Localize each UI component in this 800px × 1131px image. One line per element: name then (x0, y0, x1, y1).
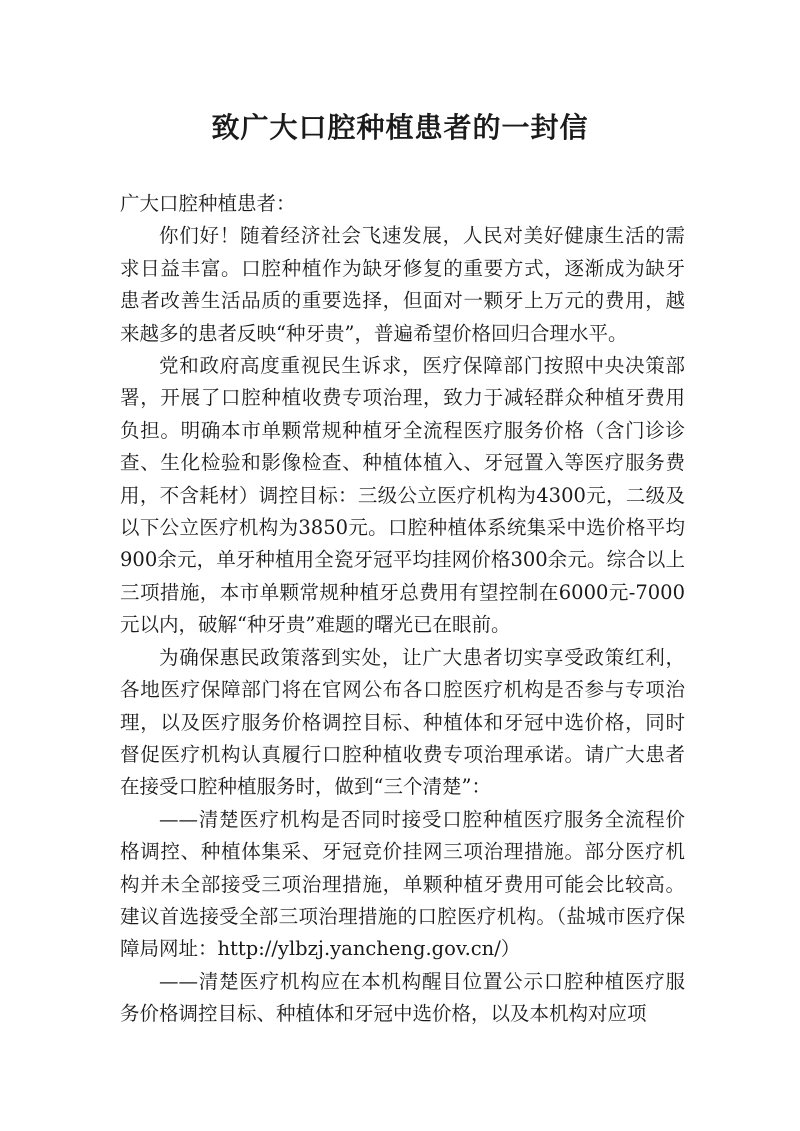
paragraph-greeting: 你们好！随着经济社会飞速发展，人民对美好健康生活的需求日益丰富。口腔种植作为缺牙修复的重要方式，逐渐成为缺牙患者改善生活品质的重要选择，但面对一颗牙上万元的费用，越来越多的患者反映“种牙贵”，普遍希望价格回归合理水平。 (120, 224, 685, 345)
salutation: 广大口腔种植患者： (120, 192, 296, 215)
paragraph-policy: 党和政府高度重视民生诉求，医疗保障部门按照中央决策部署，开展了口腔种植收费专项治理，致力于减轻群众种植牙费用负担。明确本市单颗常规种植牙全流程医疗服务价格（含门诊诊查、生化检验和影像检查、种植体植入、牙冠置入等医疗服务费用，不含耗材）调控目标：三级公立医疗机构为4300元，二级及以下公立医疗机构为3850元。口腔种植体系统集采中选价格平均900余元，单牙种植用全瓷牙冠平均挂网价格300余元。综合以上三项措施，本市单颗常规种植牙总费用有望控制在6000元-7000元以内，破解“种牙贵”难题的曙光已在眼前。 (120, 354, 685, 637)
paragraph-clear-point-1: ——清楚医疗机构是否同时接受口腔种植医疗服务全流程价格调控、种植体集采、牙冠竞价挂网三项治理措施。部分医疗机构并未全部接受三项治理措施，单颗种植牙费用可能会比较高。建议首选接受全部三项治理措施的口腔医疗机构。（盐城市医疗保障局网址：http://ylbzj.yancheng.gov.cn/） (120, 807, 685, 961)
document-title: 致广大口腔种植患者的一封信 (211, 111, 589, 144)
letter-body (120, 188, 685, 1031)
paragraph-clear-point-2: ——清楚医疗机构应在本机构醒目位置公示口腔种植医疗服务价格调控目标、种植体和牙冠中选价格，以及本机构对应项 (120, 969, 685, 1026)
paragraph-implementation: 为确保惠民政策落到实处，让广大患者切实享受政策红利，各地医疗保障部门将在官网公布各口腔医疗机构是否参与专项治理，以及医疗服务价格调控目标、种植体和牙冠中选价格，同时督促医疗机构认真履行口腔种植收费专项治理承诺。请广大患者在接受口腔种植服务时，做到“三个清楚”： (120, 645, 685, 799)
